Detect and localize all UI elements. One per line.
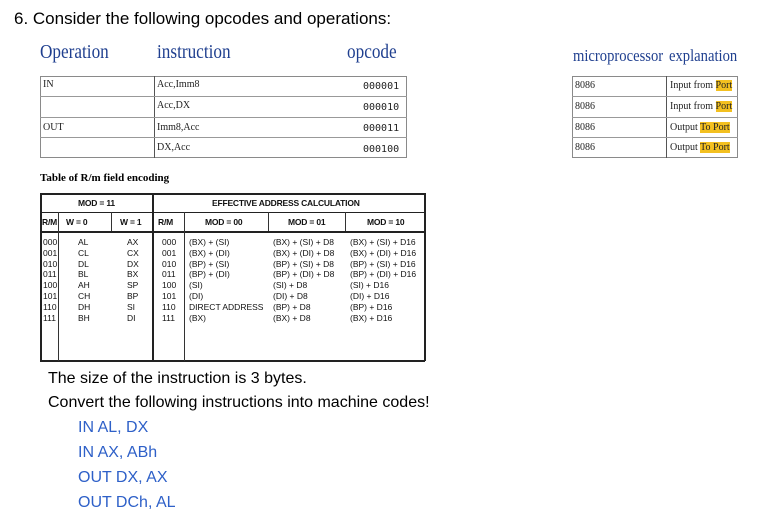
row4-instruction: DX,Acc xyxy=(157,142,191,153)
row2-explanation: Input from Port xyxy=(670,101,733,112)
row2-opcode: 000010 xyxy=(363,102,400,113)
row3-explanation: Output To Port xyxy=(670,122,730,133)
row1-operation: IN xyxy=(43,79,54,90)
rm-h-w0: W = 0 xyxy=(66,217,88,227)
rm-h-mod10: MOD = 10 xyxy=(367,217,405,227)
rm-col-mod00: (BX) + (SI) (BX) + (DI) (BP) + (SI) (BP) + (DI) (SI) (DI) DIRECT ADDRESS (BX) xyxy=(189,237,264,323)
row4-micro: 8086 xyxy=(575,142,595,153)
row4-opcode: 000100 xyxy=(363,144,400,155)
row3-micro: 8086 xyxy=(575,122,595,133)
row1-micro: 8086 xyxy=(575,80,595,91)
row2-instruction: Acc,DX xyxy=(157,100,191,111)
instruction-1: IN AL, DX xyxy=(78,419,149,436)
row2-micro: 8086 xyxy=(575,101,595,112)
rm-h-mod00: MOD = 00 xyxy=(205,217,243,227)
row1-opcode: 000001 xyxy=(363,81,400,92)
rm-col-rm2: 000 001 010 011 100 101 110 111 xyxy=(162,237,177,323)
rm-col-rm: 000 001 010 011 100 101 110 111 xyxy=(43,237,58,323)
row1-explanation: Input from Port xyxy=(670,80,733,91)
rm-table-title: Table of R/m field encoding xyxy=(40,172,170,184)
header-microprocessor: microprocessor xyxy=(573,46,664,65)
header-operation: Operation xyxy=(40,41,109,63)
rm-col-w1: AX CX DX BX SP BP SI DI xyxy=(127,237,139,323)
header-explanation: explanation xyxy=(669,46,738,65)
header-instruction: instruction xyxy=(157,41,231,63)
instruction-4: OUT DCh, AL xyxy=(78,494,176,511)
rm-h-mod01: MOD = 01 xyxy=(288,217,326,227)
convert-text: Convert the following instructions into machine codes! xyxy=(48,394,430,411)
rm-h-rm2: R/M xyxy=(158,217,173,227)
size-text: The size of the instruction is 3 bytes. xyxy=(48,370,307,387)
row3-operation: OUT xyxy=(43,122,64,133)
rm-col-mod01: (BX) + (SI) + D8 (BX) + (DI) + D8 (BP) + (SI) + D8 (BP) + (DI) + D8 (SI) + D8 (DI) + D8 (BP) + D8 (BX) + D8 xyxy=(273,237,335,323)
instruction-2: IN AX, ABh xyxy=(78,444,158,461)
rm-table xyxy=(40,193,425,360)
row3-instruction: Imm8,Acc xyxy=(157,122,200,133)
question-title: 6. Consider the following opcodes and operations: xyxy=(14,9,392,28)
instruction-3: OUT DX, AX xyxy=(78,469,168,486)
rm-h-rm: R/M xyxy=(42,217,57,227)
row4-explanation: Output To Port xyxy=(670,142,730,153)
row1-instruction: Acc,Imm8 xyxy=(157,79,200,90)
rm-h-w1: W = 1 xyxy=(120,217,142,227)
rm-col-mod10: (BX) + (SI) + D16 (BX) + (DI) + D16 (BP) + (SI) + D16 (BP) + (DI) + D16 (SI) + D16 (DI) + D16 (BP) + D16 (BX) + D16 xyxy=(350,237,417,323)
rm-mod11: MOD = 11 xyxy=(78,198,115,208)
rm-eac: EFFECTIVE ADDRESS CALCULATION xyxy=(212,198,360,208)
row3-opcode: 000011 xyxy=(363,123,400,134)
rm-col-w0: AL CL DL BL AH CH DH BH xyxy=(78,237,91,323)
header-opcode: opcode xyxy=(347,41,397,63)
